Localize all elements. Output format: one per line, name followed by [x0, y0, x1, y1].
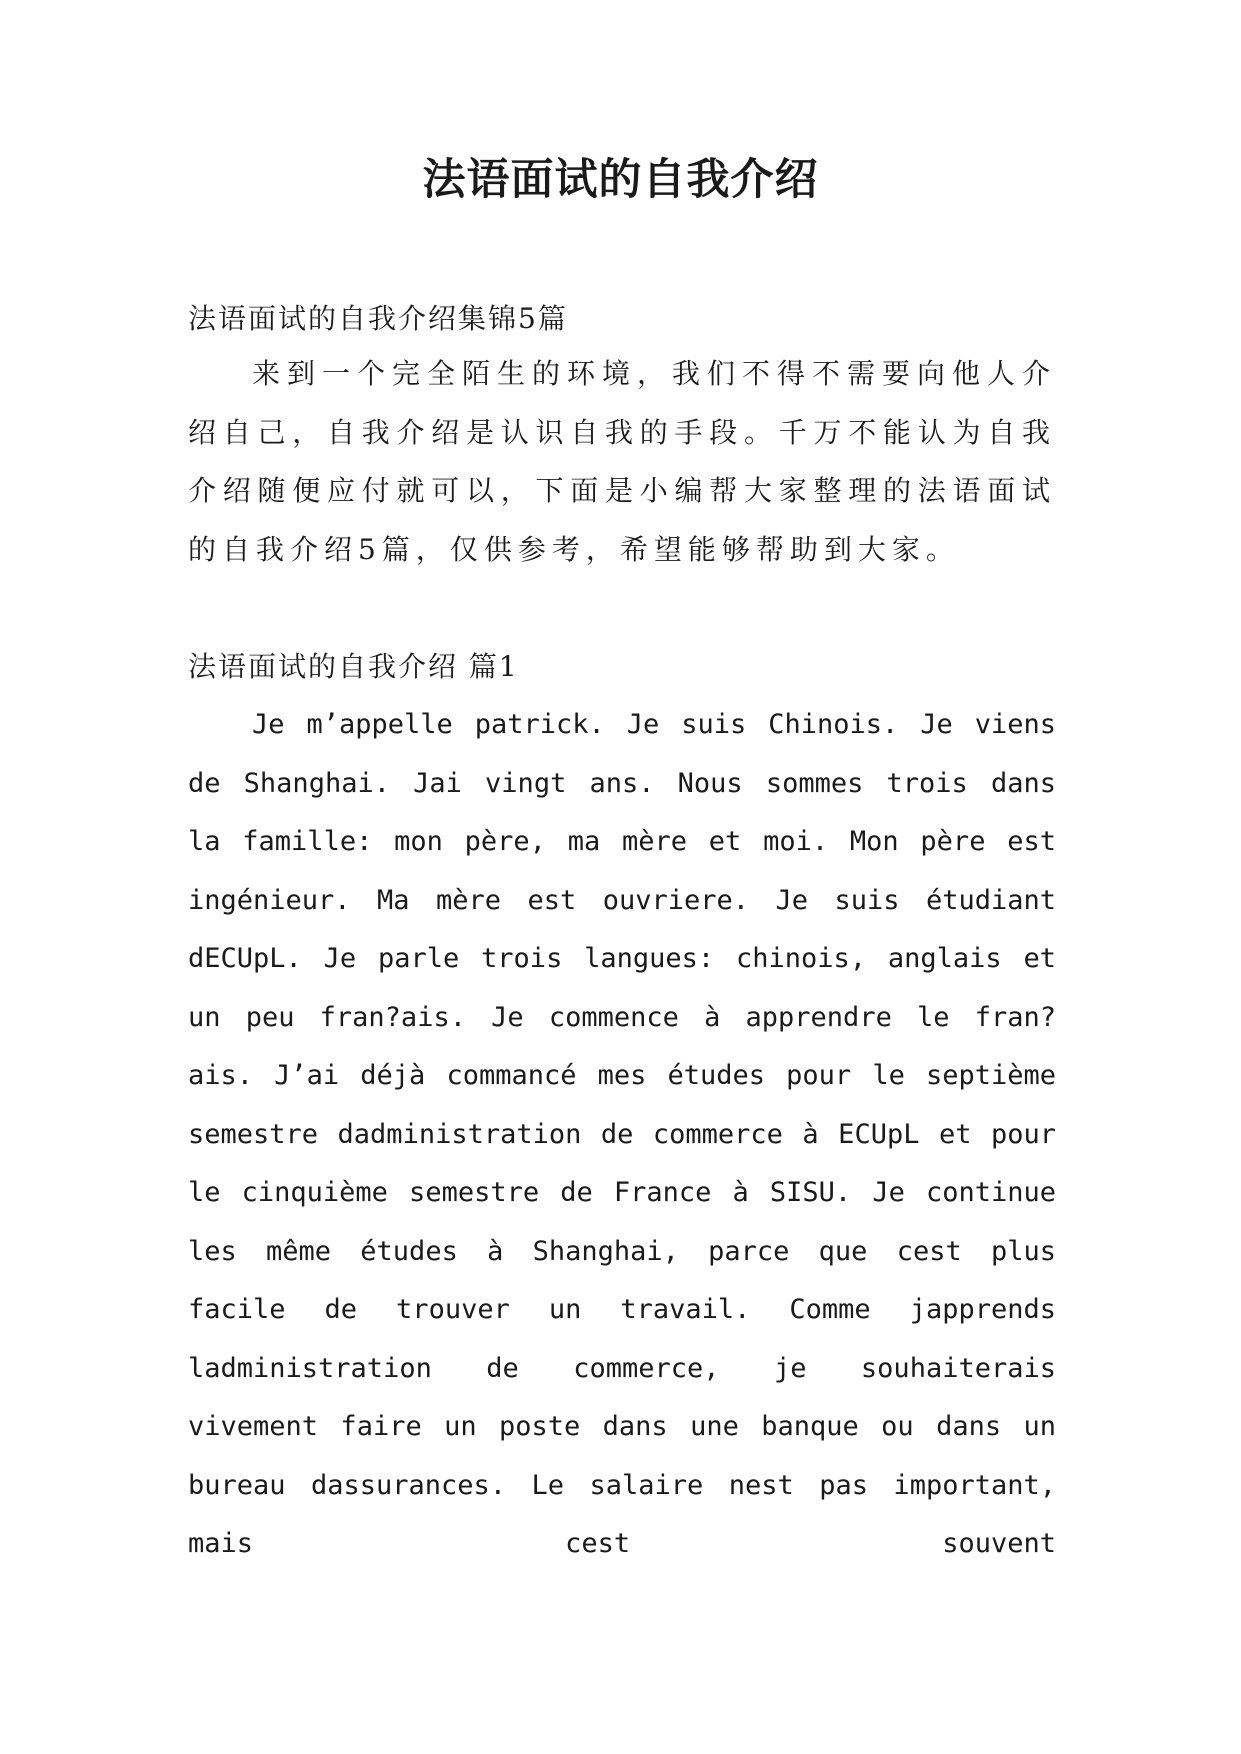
document-subtitle: 法语面试的自我介绍集锦5篇	[188, 302, 568, 335]
intro-paragraph: 来到一个完全陌生的环境，我们不得不需要向他人介绍自己，自我介绍是认识自我的手段。千万不能认为自我介绍随便应付就可以，下面是小编帮大家整理的法语面试的自我介绍5篇，仅供参考，希望能够帮助到大家。	[188, 357, 1056, 566]
document-title: 法语面试的自我介绍	[422, 155, 819, 205]
section-heading: 法语面试的自我介绍 篇1	[188, 650, 519, 683]
section-body-paragraph: Je m’appelle patrick. Je suis Chinois. Je viens de Shanghai. Jai vingt ans. Nous sommes trois dans la famille: mon père, ma mère et moi. Mon père est ingénieur. Ma mère est ouvriere. Je suis étudiant dECUpL. Je parle trois langues: chinois, anglais et un peu fran?ais. Je commence à apprendre le fran?ais. J’ai déjà commancé mes études pour le septième semestre dadministration de commerce à ECUpL et pour le cinquième semestre de France à SISU. Je continue les même études à Shanghai, parce que cest plus facile de trouver un travail. Comme japprends ladministration de commerce, je souhaiterais vivement faire un poste dans une banque ou dans un bureau dassurances. Le salaire nest pas important, mais cest souvent	[188, 709, 1056, 1559]
